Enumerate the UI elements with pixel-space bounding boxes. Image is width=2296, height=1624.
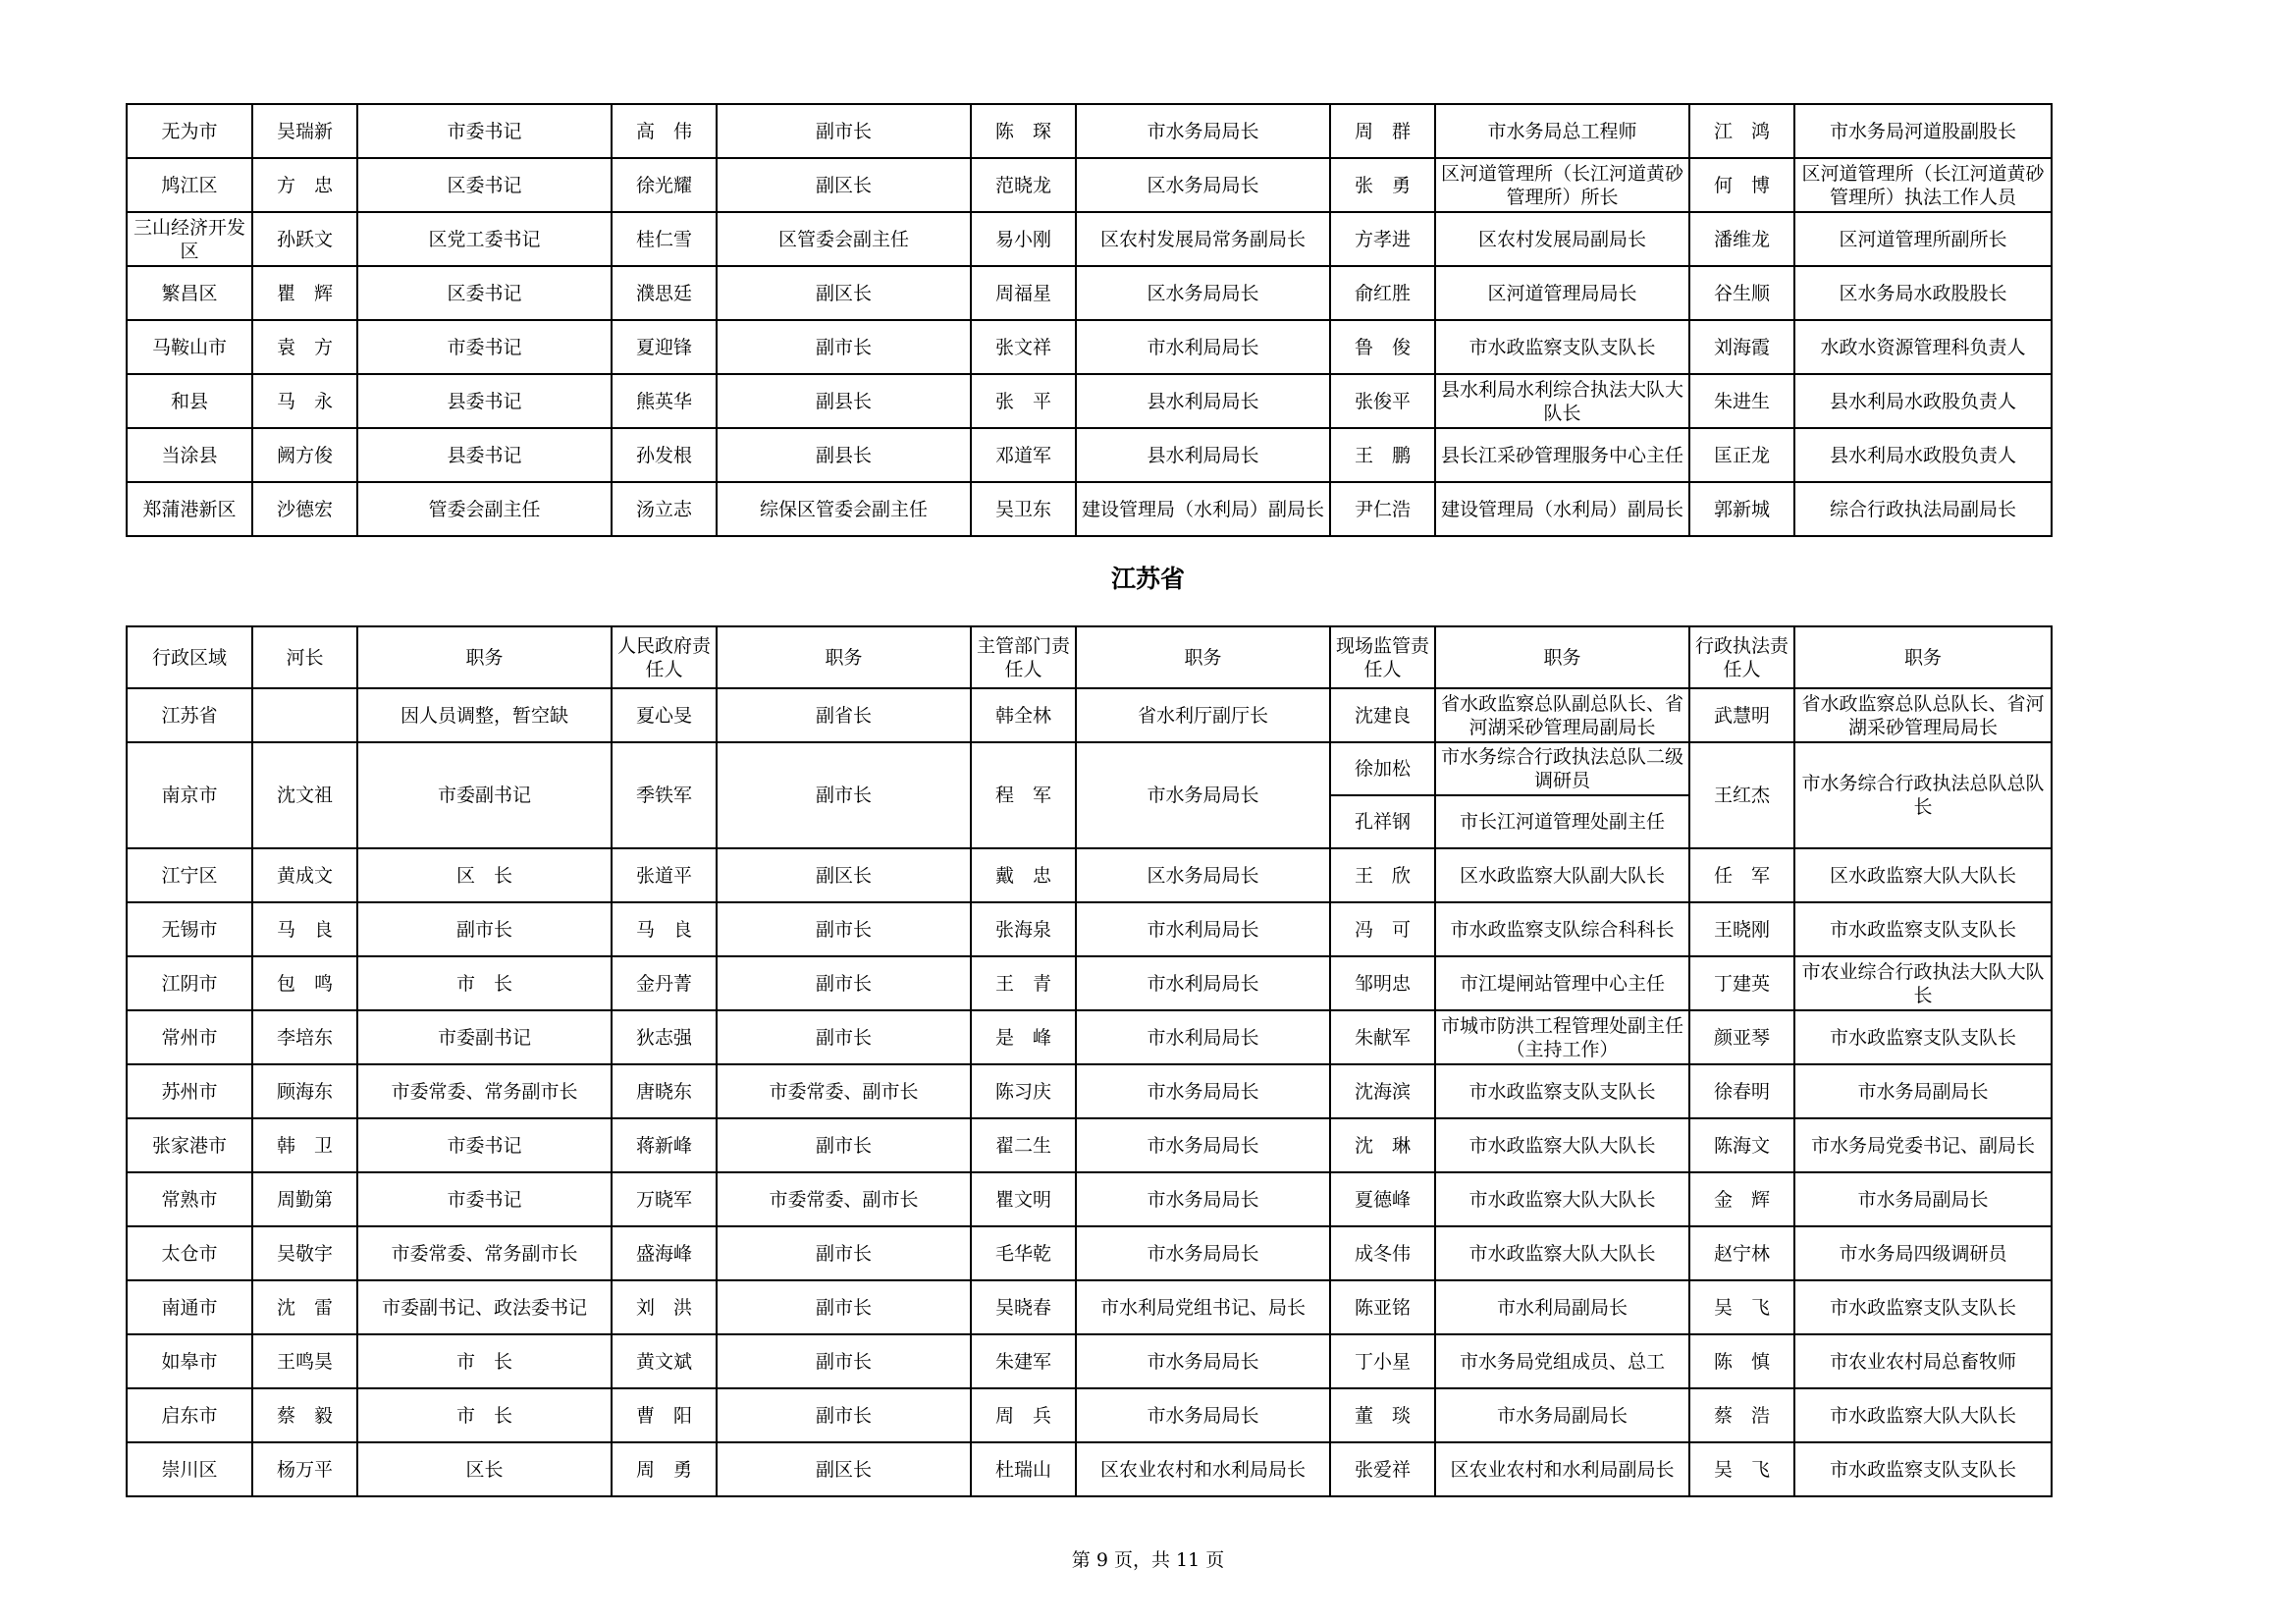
cell-site-title: 市水政监察支队支队长: [1435, 1064, 1689, 1118]
cell-law-title: 水政水资源管理科负责人: [1794, 320, 2052, 374]
cell-chief-title: 市委副书记: [357, 742, 612, 848]
cell-dept-responsible: 程 军: [971, 742, 1076, 848]
cell-gov-title: 副市长: [717, 1010, 971, 1064]
jiangsu-responsibility-table: [126, 625, 2053, 1497]
cell-chief-title: 市委副书记: [357, 1010, 612, 1064]
cell-river-chief: 沈 雷: [252, 1280, 357, 1334]
cell-gov-title: 副区长: [717, 158, 971, 212]
cell-dept-title: 市水务局局长: [1076, 1334, 1330, 1388]
cell-chief-title: 区委书记: [357, 158, 612, 212]
cell-chief-title: 区 长: [357, 848, 612, 902]
cell-dept-title: 市水利局局长: [1076, 320, 1330, 374]
cell-site-title: 区河道管理所（长江河道黄砂管理所）所长: [1435, 158, 1689, 212]
cell-site-responsible: 董 琰: [1330, 1388, 1435, 1442]
cell-gov-title: 综保区管委会副主任: [717, 482, 971, 536]
cell-river-chief: 袁 方: [252, 320, 357, 374]
cell-dept-title: 建设管理局（水利局）副局长: [1076, 482, 1330, 536]
cell-chief-title: 市 长: [357, 1334, 612, 1388]
cell-dept-responsible: 翟二生: [971, 1118, 1076, 1172]
cell-site-title: 市水务局总工程师: [1435, 104, 1689, 158]
cell-gov-responsible: 周 勇: [612, 1442, 717, 1496]
cell-river-chief: [252, 688, 357, 742]
cell-gov-responsible: 曹 阳: [612, 1388, 717, 1442]
table-row: [127, 482, 2052, 536]
cell-region: 三山经济开发区: [127, 212, 252, 266]
cell-law-responsible: 郭新城: [1689, 482, 1794, 536]
cell-river-chief: 蔡 毅: [252, 1388, 357, 1442]
header-region: 行政区域: [127, 626, 252, 688]
table-row: [127, 1280, 2052, 1334]
cell-law-responsible: 王红杰: [1689, 742, 1794, 848]
cell-gov-title: 副市长: [717, 320, 971, 374]
cell-gov-title: 副市长: [717, 1334, 971, 1388]
cell-site-title: 区农业农村和水利局副局长: [1435, 1442, 1689, 1496]
cell-law-responsible: 江 鸿: [1689, 104, 1794, 158]
cell-river-chief: 包 鸣: [252, 956, 357, 1010]
cell-site-responsible: 沈 琳: [1330, 1118, 1435, 1172]
cell-site-title: 市水务局党组成员、总工: [1435, 1334, 1689, 1388]
cell-law-title: 市水政监察大队大队长: [1794, 1388, 2052, 1442]
cell-dept-responsible: 范晓龙: [971, 158, 1076, 212]
cell-region: 郑蒲港新区: [127, 482, 252, 536]
cell-dept-title: 市水利局局长: [1076, 956, 1330, 1010]
header-law-title: 职务: [1794, 626, 2052, 688]
cell-dept-responsible: 戴 忠: [971, 848, 1076, 902]
cell-river-chief: 孙跃文: [252, 212, 357, 266]
cell-dept-title: 市水利局局长: [1076, 1010, 1330, 1064]
cell-site-responsible: 鲁 俊: [1330, 320, 1435, 374]
cell-dept-responsible: 周福星: [971, 266, 1076, 320]
cell-site-responsible: 陈亚铭: [1330, 1280, 1435, 1334]
cell-dept-title: 市水务局局长: [1076, 1388, 1330, 1442]
cell-region: 启东市: [127, 1388, 252, 1442]
cell-dept-responsible: 王 青: [971, 956, 1076, 1010]
cell-law-responsible: 何 博: [1689, 158, 1794, 212]
cell-river-chief: 吴敬宇: [252, 1226, 357, 1280]
cell-gov-responsible: 熊英华: [612, 374, 717, 428]
cell-dept-title: 市水利局党组书记、局长: [1076, 1280, 1330, 1334]
cell-dept-responsible: 周 兵: [971, 1388, 1076, 1442]
table-header-row: [127, 626, 2052, 688]
cell-site-title: 县水利局水利综合执法大队大队长: [1435, 374, 1689, 428]
cell-law-title: 省水政监察总队总队长、省河湖采砂管理局局长: [1794, 688, 2052, 742]
cell-river-chief: 李培东: [252, 1010, 357, 1064]
cell-law-responsible: 陈海文: [1689, 1118, 1794, 1172]
cell-dept-title: 区农村发展局常务副局长: [1076, 212, 1330, 266]
cell-site-responsible: 俞红胜: [1330, 266, 1435, 320]
cell-dept-title: 市水务局局长: [1076, 1172, 1330, 1226]
table-row: [127, 158, 2052, 212]
cell-region: 当涂县: [127, 428, 252, 482]
cell-gov-responsible: 狄志强: [612, 1010, 717, 1064]
cell-site-title: 区农村发展局副局长: [1435, 212, 1689, 266]
table-row: [127, 1226, 2052, 1280]
cell-dept-title: 市水务局局长: [1076, 1118, 1330, 1172]
cell-site-responsible: 丁小星: [1330, 1334, 1435, 1388]
table-row: [127, 1388, 2052, 1442]
cell-dept-responsible: 张海泉: [971, 902, 1076, 956]
cell-dept-responsible: 易小刚: [971, 212, 1076, 266]
cell-region: 鸠江区: [127, 158, 252, 212]
cell-site-responsible: 朱献军: [1330, 1010, 1435, 1064]
cell-dept-title: 市水务局局长: [1076, 1226, 1330, 1280]
cell-chief-title: 因人员调整，暂空缺: [357, 688, 612, 742]
cell-site-title: 市长江河道管理处副主任: [1435, 795, 1689, 848]
cell-river-chief: 杨万平: [252, 1442, 357, 1496]
cell-gov-responsible: 高 伟: [612, 104, 717, 158]
cell-site-title: 市江堤闸站管理中心主任: [1435, 956, 1689, 1010]
cell-gov-responsible: 濮思廷: [612, 266, 717, 320]
cell-gov-title: 副县长: [717, 374, 971, 428]
cell-site-title: 市水利局副局长: [1435, 1280, 1689, 1334]
cell-chief-title: 市 长: [357, 956, 612, 1010]
cell-dept-responsible: 陈习庆: [971, 1064, 1076, 1118]
cell-river-chief: 沈文祖: [252, 742, 357, 848]
cell-river-chief: 沙德宏: [252, 482, 357, 536]
header-dept-responsible: 主管部门责任人: [971, 626, 1076, 688]
cell-gov-responsible: 唐晓东: [612, 1064, 717, 1118]
cell-gov-responsible: 马 良: [612, 902, 717, 956]
cell-river-chief: 阙方俊: [252, 428, 357, 482]
cell-river-chief: 顾海东: [252, 1064, 357, 1118]
cell-law-title: 市水政监察支队支队长: [1794, 1442, 2052, 1496]
page-footer: 第 9 页，共 11 页: [1071, 1549, 1225, 1571]
cell-river-chief: 吴瑞新: [252, 104, 357, 158]
cell-law-title: 市水务局四级调研员: [1794, 1226, 2052, 1280]
cell-chief-title: 市委书记: [357, 1172, 612, 1226]
cell-region: 如皋市: [127, 1334, 252, 1388]
cell-chief-title: 区长: [357, 1442, 612, 1496]
cell-gov-responsible: 汤立志: [612, 482, 717, 536]
cell-site-title: 市水政监察支队支队长: [1435, 320, 1689, 374]
cell-law-responsible: 金 辉: [1689, 1172, 1794, 1226]
header-law-responsible: 行政执法责任人: [1689, 626, 1794, 688]
cell-law-title: 市水务局副局长: [1794, 1172, 2052, 1226]
cell-region: 和县: [127, 374, 252, 428]
cell-dept-title: 区水务局局长: [1076, 266, 1330, 320]
table-row: [127, 212, 2052, 266]
cell-law-responsible: 任 军: [1689, 848, 1794, 902]
cell-law-responsible: 匡正龙: [1689, 428, 1794, 482]
cell-region: 南京市: [127, 742, 252, 848]
cell-law-responsible: 潘维龙: [1689, 212, 1794, 266]
cell-site-title: 区河道管理局局长: [1435, 266, 1689, 320]
cell-site-responsible: 张爱祥: [1330, 1442, 1435, 1496]
cell-gov-responsible: 夏迎锋: [612, 320, 717, 374]
jiangsu-table-body-b: [127, 848, 2052, 1496]
cell-law-responsible: 谷生顺: [1689, 266, 1794, 320]
cell-gov-title: 市委常委、副市长: [717, 1172, 971, 1226]
cell-site-responsible: 尹仁浩: [1330, 482, 1435, 536]
cell-law-title: 区河道管理所副所长: [1794, 212, 2052, 266]
cell-dept-responsible: 吴晓春: [971, 1280, 1076, 1334]
cell-law-title: 综合行政执法局副局长: [1794, 482, 2052, 536]
table-row: [127, 1010, 2052, 1064]
section-title: 江苏省: [1110, 565, 1185, 593]
cell-dept-responsible: 是 峰: [971, 1010, 1076, 1064]
cell-dept-title: 市水务局局长: [1076, 1064, 1330, 1118]
cell-dept-title: 省水利厅副厅长: [1076, 688, 1330, 742]
cell-gov-title: 副区长: [717, 266, 971, 320]
cell-dept-responsible: 陈 琛: [971, 104, 1076, 158]
cell-site-title: 县长江采砂管理服务中心主任: [1435, 428, 1689, 482]
cell-region: 崇川区: [127, 1442, 252, 1496]
cell-chief-title: 副市长: [357, 902, 612, 956]
cell-gov-responsible: 季铁军: [612, 742, 717, 848]
cell-gov-responsible: 徐光耀: [612, 158, 717, 212]
cell-law-responsible: 刘海霞: [1689, 320, 1794, 374]
cell-gov-title: 副省长: [717, 688, 971, 742]
cell-law-title: 区水务局水政股股长: [1794, 266, 2052, 320]
anhui-responsibility-table: [126, 103, 2053, 537]
cell-law-title: 市水务局党委书记、副局长: [1794, 1118, 2052, 1172]
cell-site-responsible: 徐加松: [1330, 742, 1435, 795]
cell-law-title: 区河道管理所（长江河道黄砂管理所）执法工作人员: [1794, 158, 2052, 212]
cell-site-title: 市水务综合行政执法总队二级调研员: [1435, 742, 1689, 795]
cell-site-responsible: 沈建良: [1330, 688, 1435, 742]
cell-gov-responsible: 万晓军: [612, 1172, 717, 1226]
cell-gov-title: 副市长: [717, 1226, 971, 1280]
cell-dept-responsible: 吴卫东: [971, 482, 1076, 536]
cell-dept-title: 市水务局局长: [1076, 104, 1330, 158]
cell-law-title: 市农业综合行政执法大队大队长: [1794, 956, 2052, 1010]
cell-law-title: 市水务局副局长: [1794, 1064, 2052, 1118]
cell-region: 无为市: [127, 104, 252, 158]
cell-gov-title: 副市长: [717, 1118, 971, 1172]
cell-law-title: 县水利局水政股负责人: [1794, 428, 2052, 482]
cell-chief-title: 市委常委、常务副市长: [357, 1064, 612, 1118]
cell-gov-responsible: 刘 洪: [612, 1280, 717, 1334]
cell-site-responsible: 方孝进: [1330, 212, 1435, 266]
cell-site-title: 区水政监察大队副大队长: [1435, 848, 1689, 902]
header-gov-responsible: 人民政府责任人: [612, 626, 717, 688]
cell-gov-responsible: 蒋新峰: [612, 1118, 717, 1172]
table-row: [127, 374, 2052, 428]
cell-gov-title: 副县长: [717, 428, 971, 482]
cell-gov-responsible: 张道平: [612, 848, 717, 902]
cell-chief-title: 市委书记: [357, 320, 612, 374]
table-row: [127, 104, 2052, 158]
cell-chief-title: 市委书记: [357, 104, 612, 158]
cell-law-responsible: 蔡 浩: [1689, 1388, 1794, 1442]
cell-site-title: 市水务局副局长: [1435, 1388, 1689, 1442]
cell-region: 马鞍山市: [127, 320, 252, 374]
cell-gov-title: 区管委会副主任: [717, 212, 971, 266]
cell-law-title: 市水政监察支队支队长: [1794, 1280, 2052, 1334]
cell-river-chief: 马 良: [252, 902, 357, 956]
cell-chief-title: 市委书记: [357, 1118, 612, 1172]
cell-chief-title: 县委书记: [357, 374, 612, 428]
cell-chief-title: 区党工委书记: [357, 212, 612, 266]
cell-river-chief: 方 忠: [252, 158, 357, 212]
header-site-responsible: 现场监管责任人: [1330, 626, 1435, 688]
cell-law-responsible: 颜亚琴: [1689, 1010, 1794, 1064]
cell-dept-responsible: 韩全林: [971, 688, 1076, 742]
cell-gov-title: 副市长: [717, 1280, 971, 1334]
cell-gov-responsible: 孙发根: [612, 428, 717, 482]
cell-region: 苏州市: [127, 1064, 252, 1118]
table-row: [127, 848, 2052, 902]
cell-chief-title: 区委书记: [357, 266, 612, 320]
table-row: [127, 1118, 2052, 1172]
cell-river-chief: 黄成文: [252, 848, 357, 902]
table-row: [127, 1172, 2052, 1226]
table-row: [127, 1064, 2052, 1118]
table-row: [127, 320, 2052, 374]
cell-gov-title: 副市长: [717, 104, 971, 158]
cell-gov-responsible: 盛海峰: [612, 1226, 717, 1280]
cell-gov-responsible: 金丹菁: [612, 956, 717, 1010]
cell-gov-title: 副区长: [717, 1442, 971, 1496]
cell-site-responsible: 孔祥钢: [1330, 795, 1435, 848]
cell-dept-responsible: 毛华乾: [971, 1226, 1076, 1280]
table-row: [127, 688, 2052, 742]
cell-chief-title: 管委会副主任: [357, 482, 612, 536]
table-row: [127, 1442, 2052, 1496]
cell-gov-title: 副市长: [717, 902, 971, 956]
cell-dept-responsible: 张 平: [971, 374, 1076, 428]
cell-law-responsible: 丁建英: [1689, 956, 1794, 1010]
cell-dept-title: 区水务局局长: [1076, 848, 1330, 902]
table-row: [127, 1334, 2052, 1388]
cell-site-title: 市城市防洪工程管理处副主任（主持工作）: [1435, 1010, 1689, 1064]
cell-river-chief: 王鸣昊: [252, 1334, 357, 1388]
cell-law-title: 区水政监察大队大队长: [1794, 848, 2052, 902]
cell-site-title: 市水政监察大队大队长: [1435, 1118, 1689, 1172]
jiangsu-table-body-a: [127, 688, 2052, 742]
table-row: [127, 902, 2052, 956]
cell-gov-title: 副市长: [717, 742, 971, 848]
cell-dept-responsible: 瞿文明: [971, 1172, 1076, 1226]
cell-site-responsible: 张俊平: [1330, 374, 1435, 428]
cell-region: 江阴市: [127, 956, 252, 1010]
header-dept-title: 职务: [1076, 626, 1330, 688]
cell-dept-title: 区水务局局长: [1076, 158, 1330, 212]
cell-law-responsible: 陈 慎: [1689, 1334, 1794, 1388]
cell-dept-title: 区农业农村和水利局局长: [1076, 1442, 1330, 1496]
cell-gov-responsible: 黄文斌: [612, 1334, 717, 1388]
cell-site-title: 市水政监察大队大队长: [1435, 1226, 1689, 1280]
cell-law-responsible: 吴 飞: [1689, 1442, 1794, 1496]
cell-region: 太仓市: [127, 1226, 252, 1280]
cell-law-title: 县水利局水政股负责人: [1794, 374, 2052, 428]
cell-law-title: 市水政监察支队支队长: [1794, 1010, 2052, 1064]
cell-law-title: 市水务综合行政执法总队总队长: [1794, 742, 2052, 848]
cell-river-chief: 瞿 辉: [252, 266, 357, 320]
cell-region: 无锡市: [127, 902, 252, 956]
cell-region: 张家港市: [127, 1118, 252, 1172]
header-gov-title: 职务: [717, 626, 971, 688]
cell-gov-title: 副市长: [717, 956, 971, 1010]
cell-region: 江苏省: [127, 688, 252, 742]
cell-region: 江宁区: [127, 848, 252, 902]
cell-region: 常州市: [127, 1010, 252, 1064]
cell-chief-title: 市委常委、常务副市长: [357, 1226, 612, 1280]
cell-site-responsible: 王 欣: [1330, 848, 1435, 902]
table-row: [127, 742, 2052, 795]
cell-gov-title: 副区长: [717, 848, 971, 902]
cell-dept-title: 市水务局局长: [1076, 742, 1330, 848]
cell-dept-title: 县水利局局长: [1076, 374, 1330, 428]
cell-dept-responsible: 邓道军: [971, 428, 1076, 482]
header-site-title: 职务: [1435, 626, 1689, 688]
cell-site-responsible: 张 勇: [1330, 158, 1435, 212]
cell-law-responsible: 吴 飞: [1689, 1280, 1794, 1334]
cell-site-responsible: 王 鹏: [1330, 428, 1435, 482]
cell-dept-title: 市水利局局长: [1076, 902, 1330, 956]
cell-gov-responsible: 桂仁雪: [612, 212, 717, 266]
table-row: [127, 428, 2052, 482]
anhui-table-body: [127, 104, 2052, 536]
cell-site-responsible: 周 群: [1330, 104, 1435, 158]
cell-chief-title: 县委书记: [357, 428, 612, 482]
cell-river-chief: 马 永: [252, 374, 357, 428]
cell-law-title: 市农业农村局总畜牧师: [1794, 1334, 2052, 1388]
cell-gov-title: 市委常委、副市长: [717, 1064, 971, 1118]
cell-site-title: 省水政监察总队副总队长、省河湖采砂管理局副局长: [1435, 688, 1689, 742]
cell-law-responsible: 赵宁林: [1689, 1226, 1794, 1280]
nanjing-rows: [127, 742, 2052, 848]
cell-dept-responsible: 朱建军: [971, 1334, 1076, 1388]
cell-law-responsible: 王晓刚: [1689, 902, 1794, 956]
table-row: [127, 266, 2052, 320]
cell-gov-title: 副市长: [717, 1388, 971, 1442]
cell-law-responsible: 徐春明: [1689, 1064, 1794, 1118]
cell-site-title: 市水政监察大队大队长: [1435, 1172, 1689, 1226]
cell-river-chief: 周勤第: [252, 1172, 357, 1226]
cell-site-responsible: 成冬伟: [1330, 1226, 1435, 1280]
cell-dept-responsible: 张文祥: [971, 320, 1076, 374]
cell-law-title: 市水务局河道股副股长: [1794, 104, 2052, 158]
cell-site-responsible: 冯 可: [1330, 902, 1435, 956]
cell-site-title: 市水政监察支队综合科科长: [1435, 902, 1689, 956]
cell-river-chief: 韩 卫: [252, 1118, 357, 1172]
cell-dept-responsible: 杜瑞山: [971, 1442, 1076, 1496]
cell-site-responsible: 沈海滨: [1330, 1064, 1435, 1118]
cell-region: 南通市: [127, 1280, 252, 1334]
header-chief-title: 职务: [357, 626, 612, 688]
cell-site-responsible: 邹明忠: [1330, 956, 1435, 1010]
cell-site-responsible: 夏德峰: [1330, 1172, 1435, 1226]
cell-region: 常熟市: [127, 1172, 252, 1226]
cell-law-responsible: 武慧明: [1689, 688, 1794, 742]
table-row: [127, 956, 2052, 1010]
cell-law-title: 市水政监察支队支队长: [1794, 902, 2052, 956]
cell-gov-responsible: 夏心旻: [612, 688, 717, 742]
cell-chief-title: 市 长: [357, 1388, 612, 1442]
cell-chief-title: 市委副书记、政法委书记: [357, 1280, 612, 1334]
cell-dept-title: 县水利局局长: [1076, 428, 1330, 482]
header-river-chief: 河长: [252, 626, 357, 688]
cell-law-responsible: 朱进生: [1689, 374, 1794, 428]
cell-site-title: 建设管理局（水利局）副局长: [1435, 482, 1689, 536]
cell-region: 繁昌区: [127, 266, 252, 320]
